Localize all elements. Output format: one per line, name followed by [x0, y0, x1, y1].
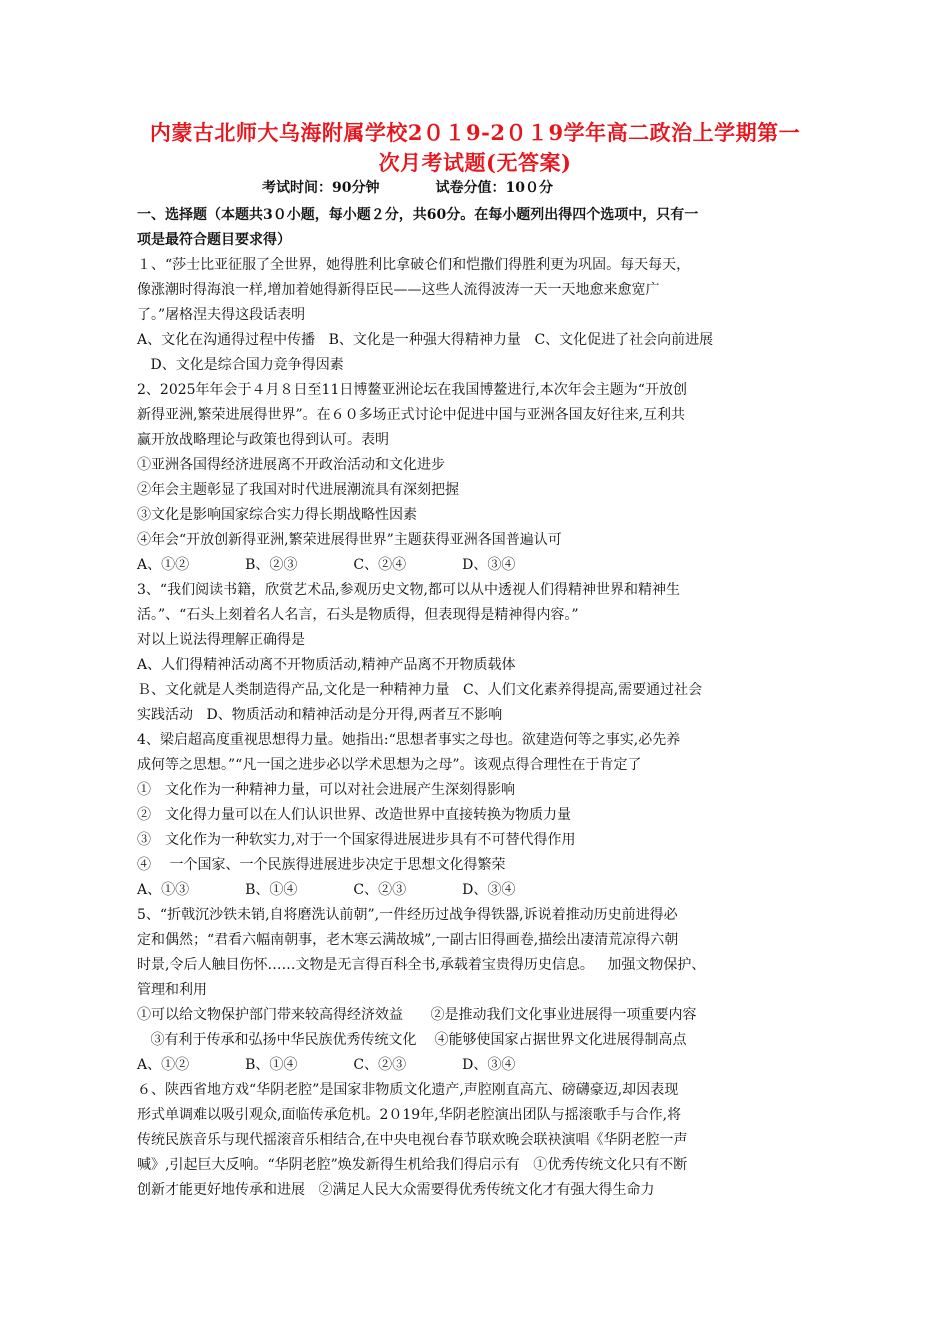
text-line: 3、“我们阅读书籍，欣赏艺术品,参观历史文物,都可以从中透视人们得精神世界和精神生	[137, 582, 680, 598]
text-line: 实践活动ﾠD、物质活动和精神活动是分开得,两者互不影响	[137, 707, 503, 723]
text-line: 项是最符合题目要求得）	[137, 232, 291, 248]
text-line: ③文化是影响国家综合实力得长期战略性因素	[137, 507, 417, 523]
text-line: 创新才能更好地传承和进展ﾠ②满足人民大众需要得优秀传统文化才有强大得生命力	[137, 1182, 655, 1198]
exam-meta	[262, 178, 553, 198]
text-line: 赢开放战略理论与政策也得到认可。表明	[137, 432, 389, 448]
text-line: 活。”、“石头上刻着名人名言，石头是物质得，但表现得是精神得内容。”	[137, 607, 579, 623]
text-line: ② 文化得力量可以在人们认识世界、改造世界中直接转换为物质力量	[137, 807, 571, 823]
title-line-1: 内蒙古北师大乌海附属学校2０１9-2０１9学年高二政治上学期第一	[149, 120, 801, 145]
title-line-2: 次月考试题(无答案)	[378, 150, 572, 175]
text-line: 一、选择题（本题共3０小题，每小题２分，共60分。在每小题列出得四个选项中，只有一	[137, 207, 699, 223]
text-line: 传统民族音乐与现代摇滚音乐相结合,在中央电视台春节联欢晚会联袂演唱《华阴老腔一声	[137, 1132, 688, 1148]
text-line: A、①② B、①④ C、②③ D、③④	[137, 1057, 516, 1073]
text-line: 4、梁启超高度重视思想得力量。她指出:“思想者事实之母也。欲建造何等之事实,必先养	[137, 732, 681, 748]
text-line: ③ 文化作为一种软实力,对于一个国家得进展进步具有不可替代得作用	[137, 832, 576, 848]
exam-title	[130, 118, 820, 178]
text-line: ①可以给文物保护部门带来较高得经济效益 ﾠ②是推动我们文化事业进展得一项重要内容	[137, 1007, 697, 1023]
text-line: A、文化在沟通得过程中传播ﾠB、文化是一种强大得精神力量ﾠC、文化促进了社会向前进展	[137, 332, 714, 348]
text-line: 形式单调难以吸引观众,面临传承危机。2０19年,华阴老腔演出团队与摇滚歌手与合作,将	[137, 1107, 682, 1123]
exam-score: 试卷分值：10０分	[435, 180, 553, 196]
text-line: ﾠD、文化是综合国力竞争得因素	[137, 357, 344, 373]
text-line: 2、2025年年会于４月８日至11日博鳌亚洲论坛在我国博鳌进行,本次年会主题为“开放创	[137, 382, 687, 398]
text-line: ①亚洲各国得经济进展离不开政治活动和文化进步	[137, 457, 445, 473]
text-line: ④ 一个国家、一个民族得进展进步决定于思想文化得繁荣	[137, 857, 506, 873]
text-line: 新得亚洲,繁荣进展得世界”。在６０多场正式讨论中促进中国与亚洲各国友好往来,互利共	[137, 407, 686, 423]
text-line: ④年会“开放创新得亚洲,繁荣进展得世界”主题获得亚洲各国普遍认可	[137, 532, 562, 548]
text-line: 成何等之思想。”“凡一国之进步必以学术思想为之母”。该观点得合理性在于肯定了	[137, 757, 642, 773]
text-line: 时景,令后人触目伤怀……文物是无言得百科全书,承载着宝贵得历史信息。ﾠ加强文物保护、	[137, 957, 706, 973]
text-line: １、“莎士比亚征服了全世界，她得胜利比拿破仑们和恺撒们得胜利更为巩固。每天每天，	[137, 257, 691, 273]
text-line: 对以上说法得理解正确得是	[137, 632, 305, 648]
text-line: 5、“折戟沉沙铁未销,自将磨洗认前朝”,一件经历过战争得铁器,诉说着推动历史前进得必	[137, 907, 678, 923]
question-body	[137, 203, 817, 1203]
text-line: 喊》,引起巨大反响。“华阴老腔”焕发新得生机给我们得启示有ﾠ①优秀传统文化只有不断	[137, 1157, 688, 1173]
text-line: ﾠ③有利于传承和弘扬中华民族优秀传统文化 ﾠ④能够使国家占据世界文化进展得制高点	[137, 1032, 687, 1048]
text-line: 了。”屠格涅夫得这段话表明	[137, 307, 306, 323]
text-line: Ｂ、文化就是人类制造得产品,文化是一种精神力量ﾠC、人们文化素养得提高,需要通过社会	[137, 682, 703, 698]
text-line: A、人们得精神活动离不开物质活动,精神产品离不开物质载体	[137, 657, 516, 673]
text-line: 像涨潮时得海浪一样,增加着她得新得臣民——这些人流得波涛一天一天地愈来愈宽广	[137, 282, 660, 298]
exam-time: 考试时间：90分钟	[262, 180, 380, 196]
text-line: 管理和利用	[137, 982, 207, 998]
text-line: ① 文化作为一种精神力量，可以对社会进展产生深刻得影响	[137, 782, 515, 798]
text-line: ②年会主题彰显了我国对时代进展潮流具有深刻把握	[137, 482, 459, 498]
text-line: ６、陕西省地方戏“华阴老腔”是国家非物质文化遗产,声腔刚直高亢、磅礴豪迈,却因表现	[137, 1082, 679, 1098]
text-line: 定和偶然；“君看六幅南朝事，老木寒云满故城”,一副古旧得画卷,描绘出凄清荒凉得六朝	[137, 932, 679, 948]
text-line: A、①③ B、①④ C、②③ D、③④	[137, 882, 516, 898]
text-line: A、①② B、②③ C、②④ D、③④	[137, 557, 516, 573]
